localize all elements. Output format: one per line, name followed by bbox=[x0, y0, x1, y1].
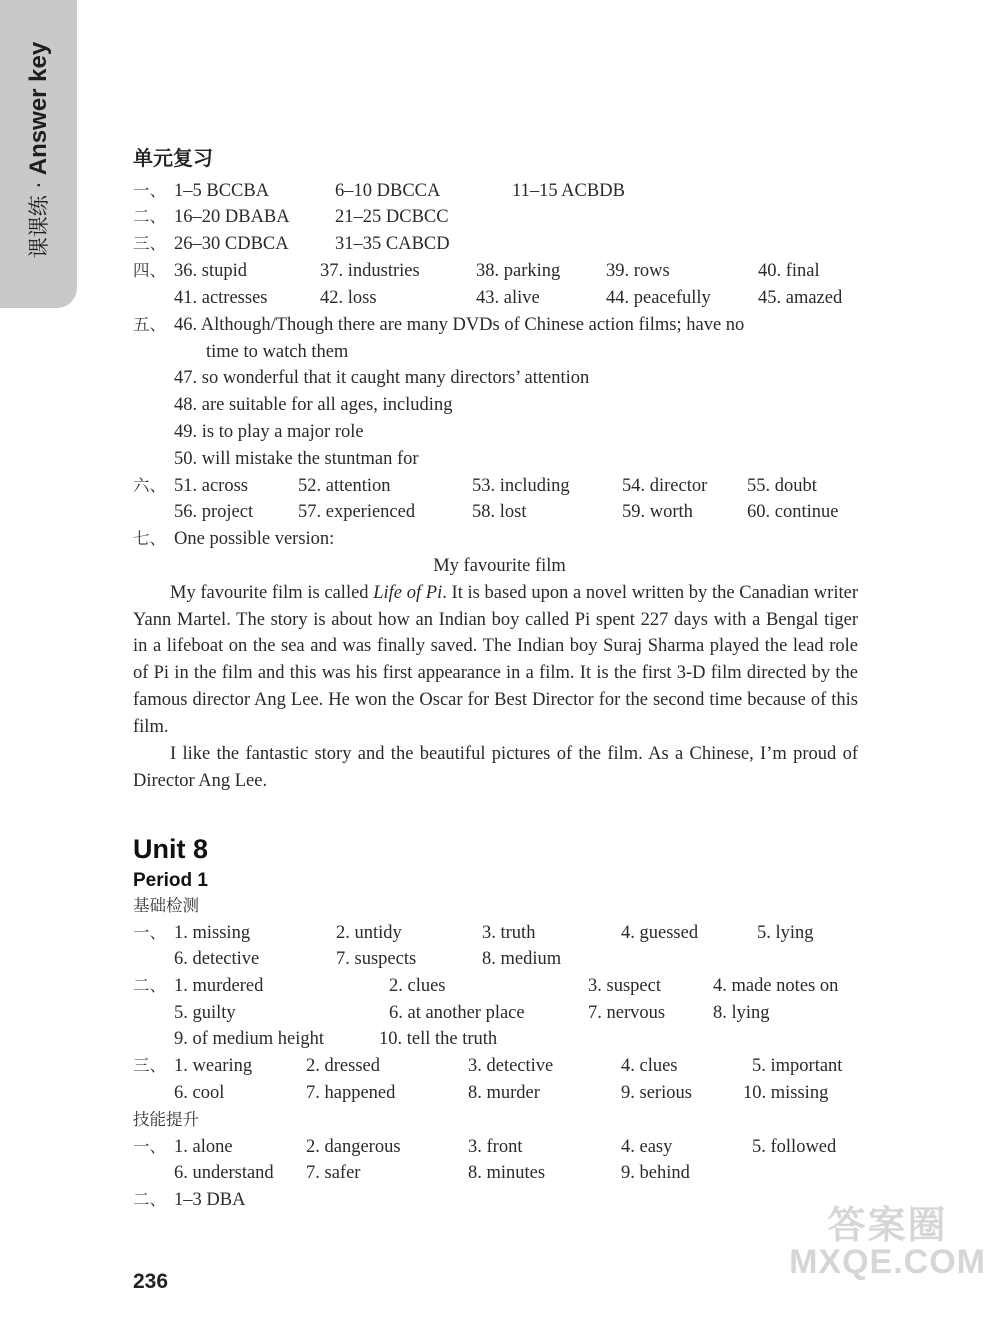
answer-item: 1. wearing bbox=[174, 1056, 253, 1076]
answer-item: 8. murder bbox=[468, 1083, 540, 1103]
answer-item: 1–3 DBA bbox=[174, 1190, 246, 1210]
part-prefix: 一、 bbox=[133, 923, 166, 942]
answer-item: 3. suspect bbox=[588, 976, 661, 996]
part-prefix: 六、 bbox=[133, 476, 166, 495]
answer-item: 59. worth bbox=[622, 502, 693, 522]
answer-item: 10. missing bbox=[743, 1083, 829, 1103]
answer-item: 37. industries bbox=[320, 261, 420, 281]
part-prefix: 三、 bbox=[133, 1056, 166, 1075]
answer-item: 51. across bbox=[174, 476, 248, 496]
side-tab-label bbox=[23, 42, 53, 258]
answer-item: 39. rows bbox=[606, 261, 670, 281]
answer-item: 2. dangerous bbox=[306, 1137, 401, 1157]
part-prefix: 二、 bbox=[133, 207, 166, 226]
essay-p1-start: My favourite film is called bbox=[170, 583, 374, 603]
answer-item: 9. behind bbox=[621, 1163, 690, 1183]
answer-item: 5. lying bbox=[757, 923, 814, 943]
answer-item: 36. stupid bbox=[174, 261, 247, 281]
side-tab-cn: 课课练 · bbox=[27, 175, 51, 259]
answer-item: 43. alive bbox=[476, 288, 540, 308]
answer-item: 2. clues bbox=[389, 976, 446, 996]
watermark bbox=[789, 1207, 986, 1279]
answer-item: 6. understand bbox=[174, 1163, 274, 1183]
part-prefix: 二、 bbox=[133, 1190, 166, 1209]
answer-item: 9. serious bbox=[621, 1083, 692, 1103]
answer-item: 1. missing bbox=[174, 923, 251, 943]
answer-item: 42. loss bbox=[320, 288, 377, 308]
answer-line: time to watch them bbox=[206, 342, 349, 362]
answer-item: 7. nervous bbox=[588, 1003, 666, 1023]
answer-item: 57. experienced bbox=[298, 502, 416, 522]
answer-item: 55. doubt bbox=[747, 476, 817, 496]
answer-item: 54. director bbox=[622, 476, 708, 496]
answer-item: 41. actresses bbox=[174, 288, 268, 308]
answer-item: 8. medium bbox=[482, 949, 562, 969]
part-prefix: 一、 bbox=[133, 1137, 166, 1156]
answer-item: 58. lost bbox=[472, 502, 527, 522]
answer-item: 4. easy bbox=[621, 1137, 673, 1157]
answer-item: 16–20 DBABA bbox=[174, 207, 290, 227]
answer-item: 10. tell the truth bbox=[379, 1029, 498, 1049]
answer-item: 60. continue bbox=[747, 502, 839, 522]
part-prefix: 四、 bbox=[133, 261, 166, 280]
side-tab-en: Answer key bbox=[25, 41, 52, 176]
answer-item: 53. including bbox=[472, 476, 570, 496]
answer-item: 7. safer bbox=[306, 1163, 361, 1183]
answer-item: 40. final bbox=[758, 261, 820, 281]
answer-line: 50. will mistake the stuntman for bbox=[174, 449, 419, 469]
answer-item: 45. amazed bbox=[758, 288, 843, 308]
answer-item: 52. attention bbox=[298, 476, 391, 496]
answer-item: 7. suspects bbox=[336, 949, 417, 969]
film-title: Life of Pi bbox=[373, 583, 443, 603]
section-label-advanced: 技能提升 bbox=[133, 1110, 199, 1129]
part-prefix: 二、 bbox=[133, 976, 166, 995]
answer-line: 46. Although/Though there are many DVDs of Chinese action films; have no bbox=[174, 315, 745, 335]
part-prefix: 三、 bbox=[133, 234, 166, 253]
answer-line: 48. are suitable for all ages, including bbox=[174, 395, 453, 415]
answer-item: 4. clues bbox=[621, 1056, 678, 1076]
answer-item: 26–30 CDBCA bbox=[174, 234, 289, 254]
answer-item: 56. project bbox=[174, 502, 254, 522]
answer-item: 9. of medium height bbox=[174, 1029, 325, 1049]
answer-item: 7. happened bbox=[306, 1083, 396, 1103]
watermark-logo: 答案圈 bbox=[827, 1205, 948, 1247]
side-tab bbox=[0, 0, 77, 308]
answer-item: 5. important bbox=[752, 1056, 843, 1076]
answer-line: 49. is to play a major role bbox=[174, 422, 364, 442]
answer-item: 1. murdered bbox=[174, 976, 264, 996]
answer-item: 4. made notes on bbox=[713, 976, 839, 996]
essay-title bbox=[0, 554, 1000, 578]
answer-item: 44. peacefully bbox=[606, 288, 711, 308]
essay-paragraph-1 bbox=[133, 580, 858, 740]
answer-item: 31–35 CABCD bbox=[335, 234, 450, 254]
answer-item: 1–5 BCCBA bbox=[174, 181, 270, 201]
answer-item: 6. at another place bbox=[389, 1003, 525, 1023]
section-title-review: 单元复习 bbox=[133, 146, 213, 170]
answer-item: 38. parking bbox=[476, 261, 561, 281]
answer-item: 3. front bbox=[468, 1137, 523, 1157]
answer-item: 6. cool bbox=[174, 1083, 225, 1103]
answer-item: 11–15 ACBDB bbox=[512, 181, 625, 201]
answer-item: 5. followed bbox=[752, 1137, 837, 1157]
answer-item: 3. truth bbox=[482, 923, 536, 943]
answer-item: 8. lying bbox=[713, 1003, 770, 1023]
answer-item: 5. guilty bbox=[174, 1003, 236, 1023]
answer-item: 2. untidy bbox=[336, 923, 402, 943]
unit-title: Unit 8 bbox=[133, 834, 209, 864]
part-prefix: 七、 bbox=[133, 529, 166, 548]
section-label-basic: 基础检测 bbox=[133, 896, 199, 915]
answer-item: 4. guessed bbox=[621, 923, 699, 943]
answer-item: 3. detective bbox=[468, 1056, 554, 1076]
answer-item: 6. detective bbox=[174, 949, 260, 969]
period-title: Period 1 bbox=[133, 870, 208, 891]
answer-item: 21–25 DCBCC bbox=[335, 207, 449, 227]
watermark-url: MXQE.COM bbox=[789, 1243, 986, 1281]
answer-item: 2. dressed bbox=[306, 1056, 380, 1076]
part-prefix: 五、 bbox=[133, 315, 166, 334]
answer-item: 8. minutes bbox=[468, 1163, 546, 1183]
essay-title-text: My favourite film bbox=[433, 556, 566, 576]
answer-item: 6–10 DBCCA bbox=[335, 181, 441, 201]
answer-item: 1. alone bbox=[174, 1137, 233, 1157]
part-prefix: 一、 bbox=[133, 181, 166, 200]
essay-p1-rest: . It is based upon a novel written by the Canadian writer Yann Martel. The story is about how an Indian boy called Pi spent 227 days with a Bengal tiger in a lifeboat on the sea and was finally saved. The Indian boy Suraj Sharma played the lead role of Pi in the film and this was his first appearance in a film. It is the first 3-D film directed by the famous director Ang Lee. He won the Oscar for Best Director for the second time because of this film. bbox=[133, 583, 858, 737]
essay-intro: One possible version: bbox=[174, 529, 335, 549]
page-number: 236 bbox=[133, 1270, 169, 1293]
answer-line: 47. so wonderful that it caught many directors’ attention bbox=[174, 368, 590, 388]
essay-paragraph-2: I like the fantastic story and the beautiful pictures of the film. As a Chinese, I’m proud of Director Ang Lee. bbox=[133, 744, 858, 791]
